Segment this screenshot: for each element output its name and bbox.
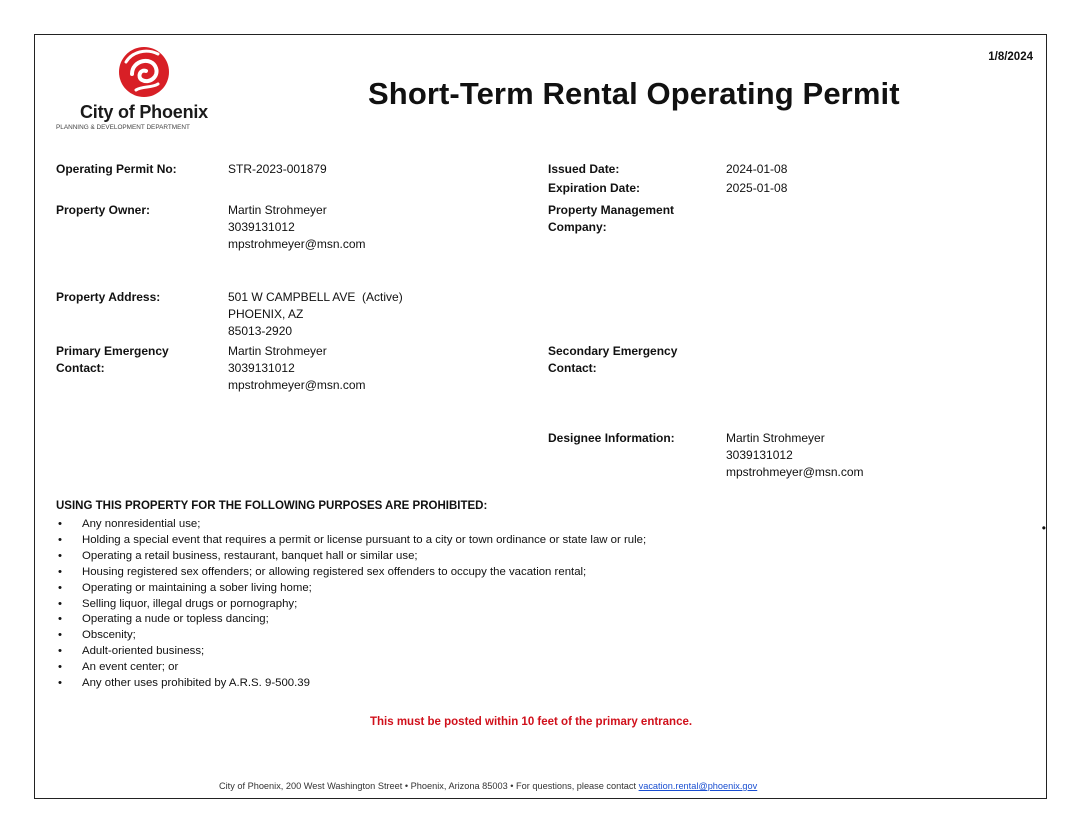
page-title: Short-Term Rental Operating Permit (368, 76, 900, 111)
pm-label-line1: Property Management (548, 203, 675, 217)
permit-number-value: STR-2023-001879 (228, 162, 327, 176)
prohibited-list (56, 517, 646, 692)
list-item: • Operating a nude or topless dancing; (58, 613, 269, 626)
list-item: • Any nonresidential use; (58, 518, 201, 530)
designee-label: Designee Information: (548, 431, 675, 445)
property-address-value (228, 289, 403, 340)
list-item: • Selling liquor, illegal drugs or pornography; (58, 597, 298, 610)
phoenix-bird-icon (118, 44, 170, 100)
contact-email-link[interactable]: vacation.rental@phoenix.gov (638, 781, 758, 791)
list-item: • Holding a special event that requires a permit or license pursuant to a city or town ordinance or state law or rule; (58, 533, 647, 546)
secondary-contact-label (548, 343, 677, 377)
footer-address: City of Phoenix, 200 West Washington Street • Phoenix, Arizona 85003 • For questions, please contact (219, 781, 639, 791)
list-item: • An event center; or (58, 661, 179, 674)
address-line-3: 85013-2920 (228, 324, 293, 338)
document-date: 1/8/2024 (988, 51, 1033, 63)
pm-label-line2: Company: (548, 220, 607, 234)
list-item: • Housing registered sex offenders; or allowing registered sex offenders to occupy the vacation rental; (58, 565, 587, 578)
secondary-contact-label-line2: Contact: (548, 361, 597, 375)
issued-date-value: 2024-01-08 (726, 162, 788, 176)
primary-contact-label-line2: Contact: (56, 361, 105, 375)
address-line-2: PHOENIX, AZ (228, 307, 304, 321)
property-owner-value (228, 202, 366, 253)
list-item: • Any other uses prohibited by A.R.S. 9-500.39 (58, 677, 310, 690)
designee-email: mpstrohmeyer@msn.com (726, 465, 864, 479)
primary-phone: 3039131012 (228, 361, 295, 375)
owner-email: mpstrohmeyer@msn.com (228, 237, 366, 251)
owner-phone: 3039131012 (228, 220, 295, 234)
primary-email: mpstrohmeyer@msn.com (228, 378, 366, 392)
expiration-date-label: Expiration Date: (548, 181, 641, 195)
list-item: • Operating or maintaining a sober living home; (58, 581, 312, 594)
list-item: • Operating a retail business, restaurant, banquet hall or similar use; (58, 549, 418, 562)
city-logo (56, 44, 232, 136)
list-item: • Adult-oriented business; (58, 645, 205, 658)
owner-name: Martin Strohmeyer (228, 203, 327, 217)
posting-notice: This must be posted within 10 feet of the primary entrance. (370, 716, 693, 728)
expiration-date-value: 2025-01-08 (726, 181, 788, 195)
primary-contact-value (228, 343, 366, 394)
designee-name: Martin Strohmeyer (726, 431, 825, 445)
margin-bullet: • (1041, 521, 1046, 535)
logo-department: PLANNING & DEVELOPMENT DEPARTMENT (56, 124, 190, 131)
list-item: • Obscenity; (58, 629, 136, 642)
property-address-label: Property Address: (56, 290, 161, 304)
primary-contact-label (56, 343, 169, 377)
footer (219, 781, 757, 791)
designee-value (726, 430, 864, 481)
primary-contact-label-line1: Primary Emergency (56, 344, 169, 358)
address-line-1: 501 W CAMPBELL AVE (Active) (228, 290, 403, 304)
permit-number-label: Operating Permit No: (56, 162, 177, 176)
primary-name: Martin Strohmeyer (228, 344, 327, 358)
prohibited-title: USING THIS PROPERTY FOR THE FOLLOWING PURPOSES ARE PROHIBITED: (56, 500, 488, 512)
property-management-label (548, 202, 674, 236)
secondary-contact-label-line1: Secondary Emergency (548, 344, 678, 358)
issued-date-label: Issued Date: (548, 162, 620, 176)
designee-phone: 3039131012 (726, 448, 793, 462)
logo-city-name: City of Phoenix (79, 102, 208, 122)
property-owner-label: Property Owner: (56, 203, 151, 217)
